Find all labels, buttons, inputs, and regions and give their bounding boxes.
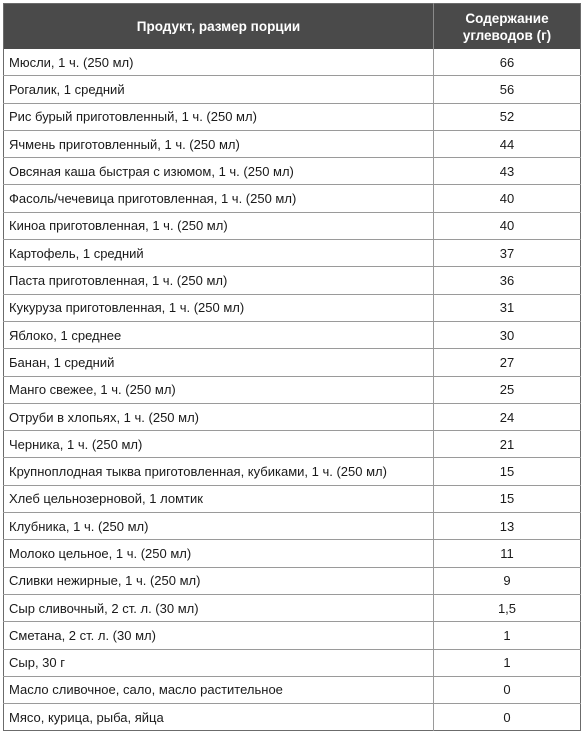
carbohydrate-value-cell: 0 [434,676,581,703]
table-header-row [4,4,581,50]
table-row [4,458,581,485]
carbohydrate-value-cell: 36 [434,267,581,294]
header-value-line1: Содержание [465,10,549,26]
table-row [4,403,581,430]
product-cell: Крупноплодная тыква приготовленная, кубиками, 1 ч. (250 мл) [4,458,434,485]
carbohydrate-value-cell: 1,5 [434,594,581,621]
table-row [4,212,581,239]
table-body [4,49,581,731]
carbohydrate-value-cell: 24 [434,403,581,430]
product-cell: Сыр сливочный, 2 ст. л. (30 мл) [4,594,434,621]
product-cell: Яблоко, 1 среднее [4,321,434,348]
table-row [4,321,581,348]
carbohydrate-value-cell: 30 [434,321,581,348]
table-row [4,540,581,567]
table-row [4,240,581,267]
carbohydrate-value-cell: 13 [434,513,581,540]
carbohydrate-value-cell: 37 [434,240,581,267]
product-cell: Сметана, 2 ст. л. (30 мл) [4,622,434,649]
product-cell: Рис бурый приготовленный, 1 ч. (250 мл) [4,103,434,130]
header-carbohydrate-content [434,4,581,50]
carbohydrate-value-cell: 15 [434,458,581,485]
product-cell: Банан, 1 средний [4,349,434,376]
carbohydrate-value-cell: 9 [434,567,581,594]
table-row [4,267,581,294]
table-row [4,594,581,621]
carbohydrate-value-cell: 31 [434,294,581,321]
product-cell: Черника, 1 ч. (250 мл) [4,431,434,458]
carbohydrate-value-cell: 40 [434,212,581,239]
product-cell: Сливки нежирные, 1 ч. (250 мл) [4,567,434,594]
product-cell: Отруби в хлопьях, 1 ч. (250 мл) [4,403,434,430]
carbohydrate-value-cell: 25 [434,376,581,403]
table-row [4,622,581,649]
table-row [4,431,581,458]
table-row [4,349,581,376]
carbohydrate-value-cell: 44 [434,130,581,157]
table-row [4,103,581,130]
product-cell: Сыр, 30 г [4,649,434,676]
header-product: Продукт, размер порции [4,4,434,50]
carbohydrate-value-cell: 21 [434,431,581,458]
product-cell: Масло сливочное, сало, масло растительное [4,676,434,703]
carbohydrate-value-cell: 43 [434,158,581,185]
product-cell: Рогалик, 1 средний [4,76,434,103]
product-cell: Хлеб цельнозерновой, 1 ломтик [4,485,434,512]
product-cell: Овсяная каша быстрая с изюмом, 1 ч. (250 мл) [4,158,434,185]
carbohydrate-value-cell: 52 [434,103,581,130]
carbohydrate-table [3,3,581,731]
carbohydrate-value-cell: 66 [434,49,581,76]
table-row [4,513,581,540]
table-row [4,704,581,731]
table-row [4,567,581,594]
carbohydrate-value-cell: 1 [434,622,581,649]
carbohydrate-value-cell: 15 [434,485,581,512]
product-cell: Манго свежее, 1 ч. (250 мл) [4,376,434,403]
table-row [4,485,581,512]
carbohydrate-value-cell: 27 [434,349,581,376]
product-cell: Мясо, курица, рыба, яйца [4,704,434,731]
table-row [4,49,581,76]
product-cell: Кукуруза приготовленная, 1 ч. (250 мл) [4,294,434,321]
table-row [4,676,581,703]
product-cell: Молоко цельное, 1 ч. (250 мл) [4,540,434,567]
table-row [4,185,581,212]
carbohydrate-value-cell: 11 [434,540,581,567]
table-row [4,649,581,676]
product-cell: Паста приготовленная, 1 ч. (250 мл) [4,267,434,294]
table-row [4,376,581,403]
carbohydrate-value-cell: 1 [434,649,581,676]
header-value-line2: углеводов (г) [462,27,552,43]
table-row [4,158,581,185]
carbohydrate-value-cell: 56 [434,76,581,103]
product-cell: Фасоль/чечевица приготовленная, 1 ч. (250 мл) [4,185,434,212]
carbohydrate-value-cell: 40 [434,185,581,212]
table-row [4,130,581,157]
table-row [4,294,581,321]
product-cell: Ячмень приготовленный, 1 ч. (250 мл) [4,130,434,157]
carbohydrate-value-cell: 0 [503,709,511,725]
product-cell: Клубника, 1 ч. (250 мл) [4,513,434,540]
product-cell: Картофель, 1 средний [4,240,434,267]
product-cell: Мюсли, 1 ч. (250 мл) [4,49,434,76]
table-row [4,76,581,103]
product-cell: Киноа приготовленная, 1 ч. (250 мл) [4,212,434,239]
